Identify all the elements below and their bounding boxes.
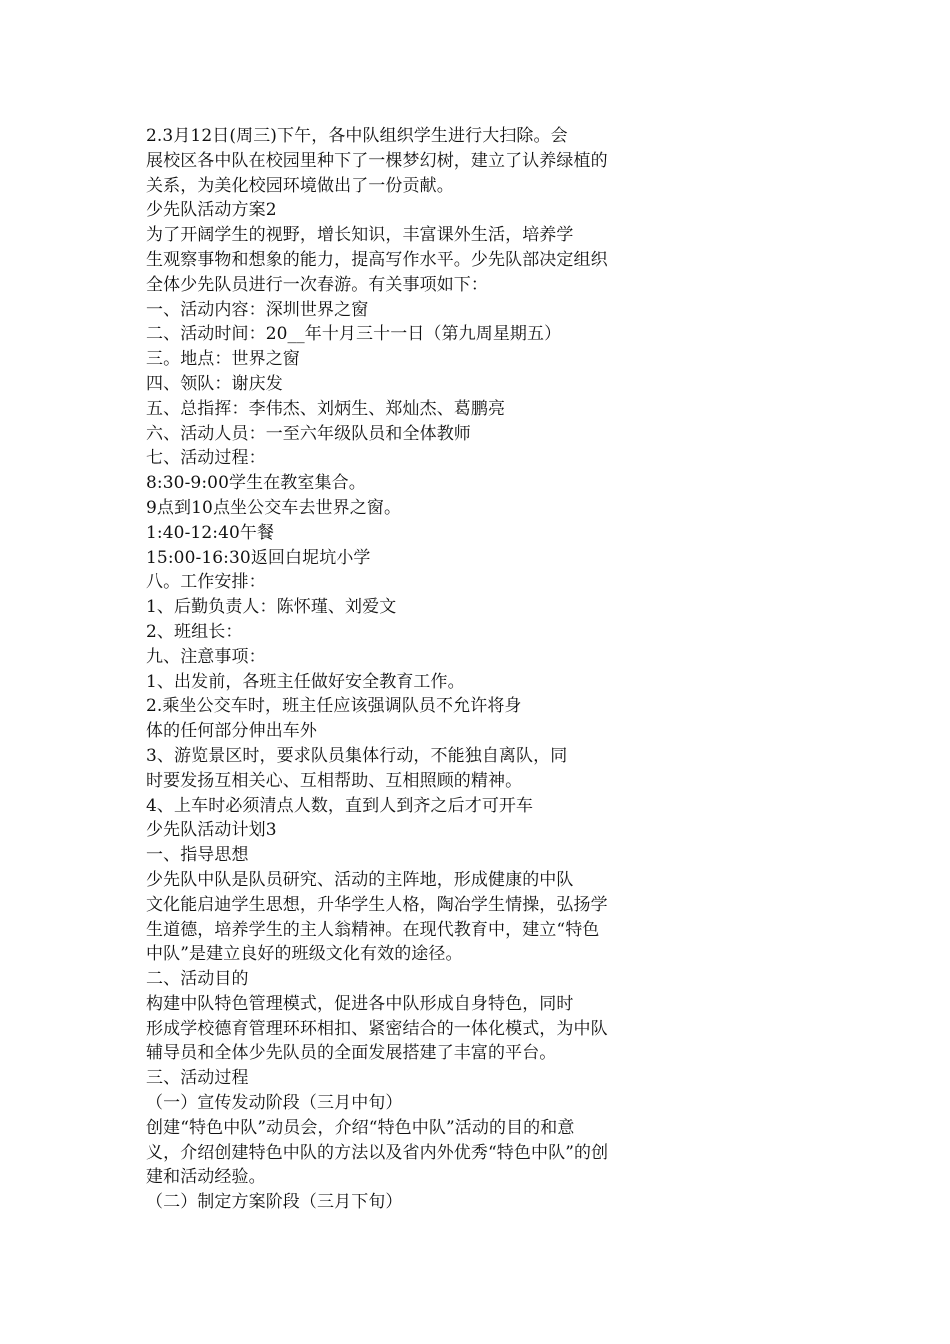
text-line: 形成学校德育管理环环相扣、紧密结合的一体化模式，为中队 [146,1018,608,1039]
text-line: 为了开阔学生的视野，增长知识，丰富课外生活，培养学 [146,225,574,246]
text-line: 建和活动经验。 [146,1167,266,1188]
text-line: 三。地点：世界之窗 [146,349,300,370]
section-heading: 少先队活动计划3 [146,820,277,841]
text-line: 创建“特色中队”动员会，介绍“特色中队”活动的目的和意 [146,1117,575,1138]
text-line: 4、上车时必须清点人数，直到人到齐之后才可开车 [146,795,534,816]
text-line: 一、指导思想 [146,845,249,866]
text-line: 文化能启迪学生思想，升华学生人格，陶冶学生情操，弘扬学 [146,894,608,915]
text-line: 中队”是建立良好的班级文化有效的途径。 [146,944,463,965]
text-line: 8:30-9:00学生在教室集合。 [146,473,366,494]
text-line: 1、出发前，各班主任做好安全教育工作。 [146,671,465,692]
text-line: 2、班组长： [146,621,243,642]
text-line: 2.乘坐公交车时，班主任应该强调队员不允许将身 [146,696,522,717]
text-line: （二）制定方案阶段（三月下旬） [146,1192,403,1213]
text-line: 全体少先队员进行一次春游。有关事项如下： [146,274,488,295]
text-line: 体的任何部分伸出车外 [146,721,317,742]
text-line: 少先队中队是队员研究、活动的主阵地，形成健康的中队 [146,869,574,890]
text-line: 构建中队特色管理模式，促进各中队形成自身特色，同时 [146,993,574,1014]
text-line: 关系，为美化校园环境做出了一份贡献。 [146,175,454,196]
text-line: 生观察事物和想象的能力，提高写作水平。少先队部决定组织 [146,249,608,270]
text-line: 六、活动人员：一至六年级队员和全体教师 [146,423,471,444]
text-line: 时要发扬互相关心、互相帮助、互相照顾的精神。 [146,770,523,791]
text-line: 2.3月12日(周三)下午，各中队组织学生进行大扫除。会 [146,126,568,146]
text-line: 五、总指挥：李伟杰、刘炳生、郑灿杰、葛鹏亮 [146,398,506,419]
text-line: 1、后勤负责人：陈怀瑾、刘爱文 [146,597,397,618]
document-body [146,124,706,1215]
text-line: 9点到10点坐公交车去世界之窗。 [146,497,402,518]
section-heading: 少先队活动方案2 [146,200,277,221]
text-line: 九、注意事项： [146,646,266,667]
text-line: 生道德，培养学生的主人翁精神。在现代教育中，建立“特色 [146,919,600,940]
text-line: 一、活动内容：深圳世界之窗 [146,299,369,320]
text-line: （一）宣传发动阶段（三月中旬） [146,1093,403,1114]
text-line: 二、活动目的 [146,969,249,990]
text-line: 四、领队：谢庆发 [146,373,283,394]
text-line: 3、游览景区时，要求队员集体行动，不能独自离队，同 [146,745,568,766]
text-line: 展校区各中队在校园里种下了一棵梦幻树，建立了认养绿植的 [146,150,608,171]
text-line: 义，介绍创建特色中队的方法以及省内外优秀“特色中队”的创 [146,1142,609,1163]
text-line: 八。工作安排： [146,572,266,593]
text-line: 15:00-16:30返回白坭坑小学 [146,547,371,568]
text-line: 三、活动过程 [146,1068,249,1089]
text-line: 七、活动过程： [146,448,266,469]
text-line: 1:40-12:40午餐 [146,522,275,543]
text-line: 辅导员和全体少先队员的全面发展搭建了丰富的平台。 [146,1043,557,1064]
text-line: 二、活动时间：20__年十月三十一日（第九周星期五） [146,324,562,345]
